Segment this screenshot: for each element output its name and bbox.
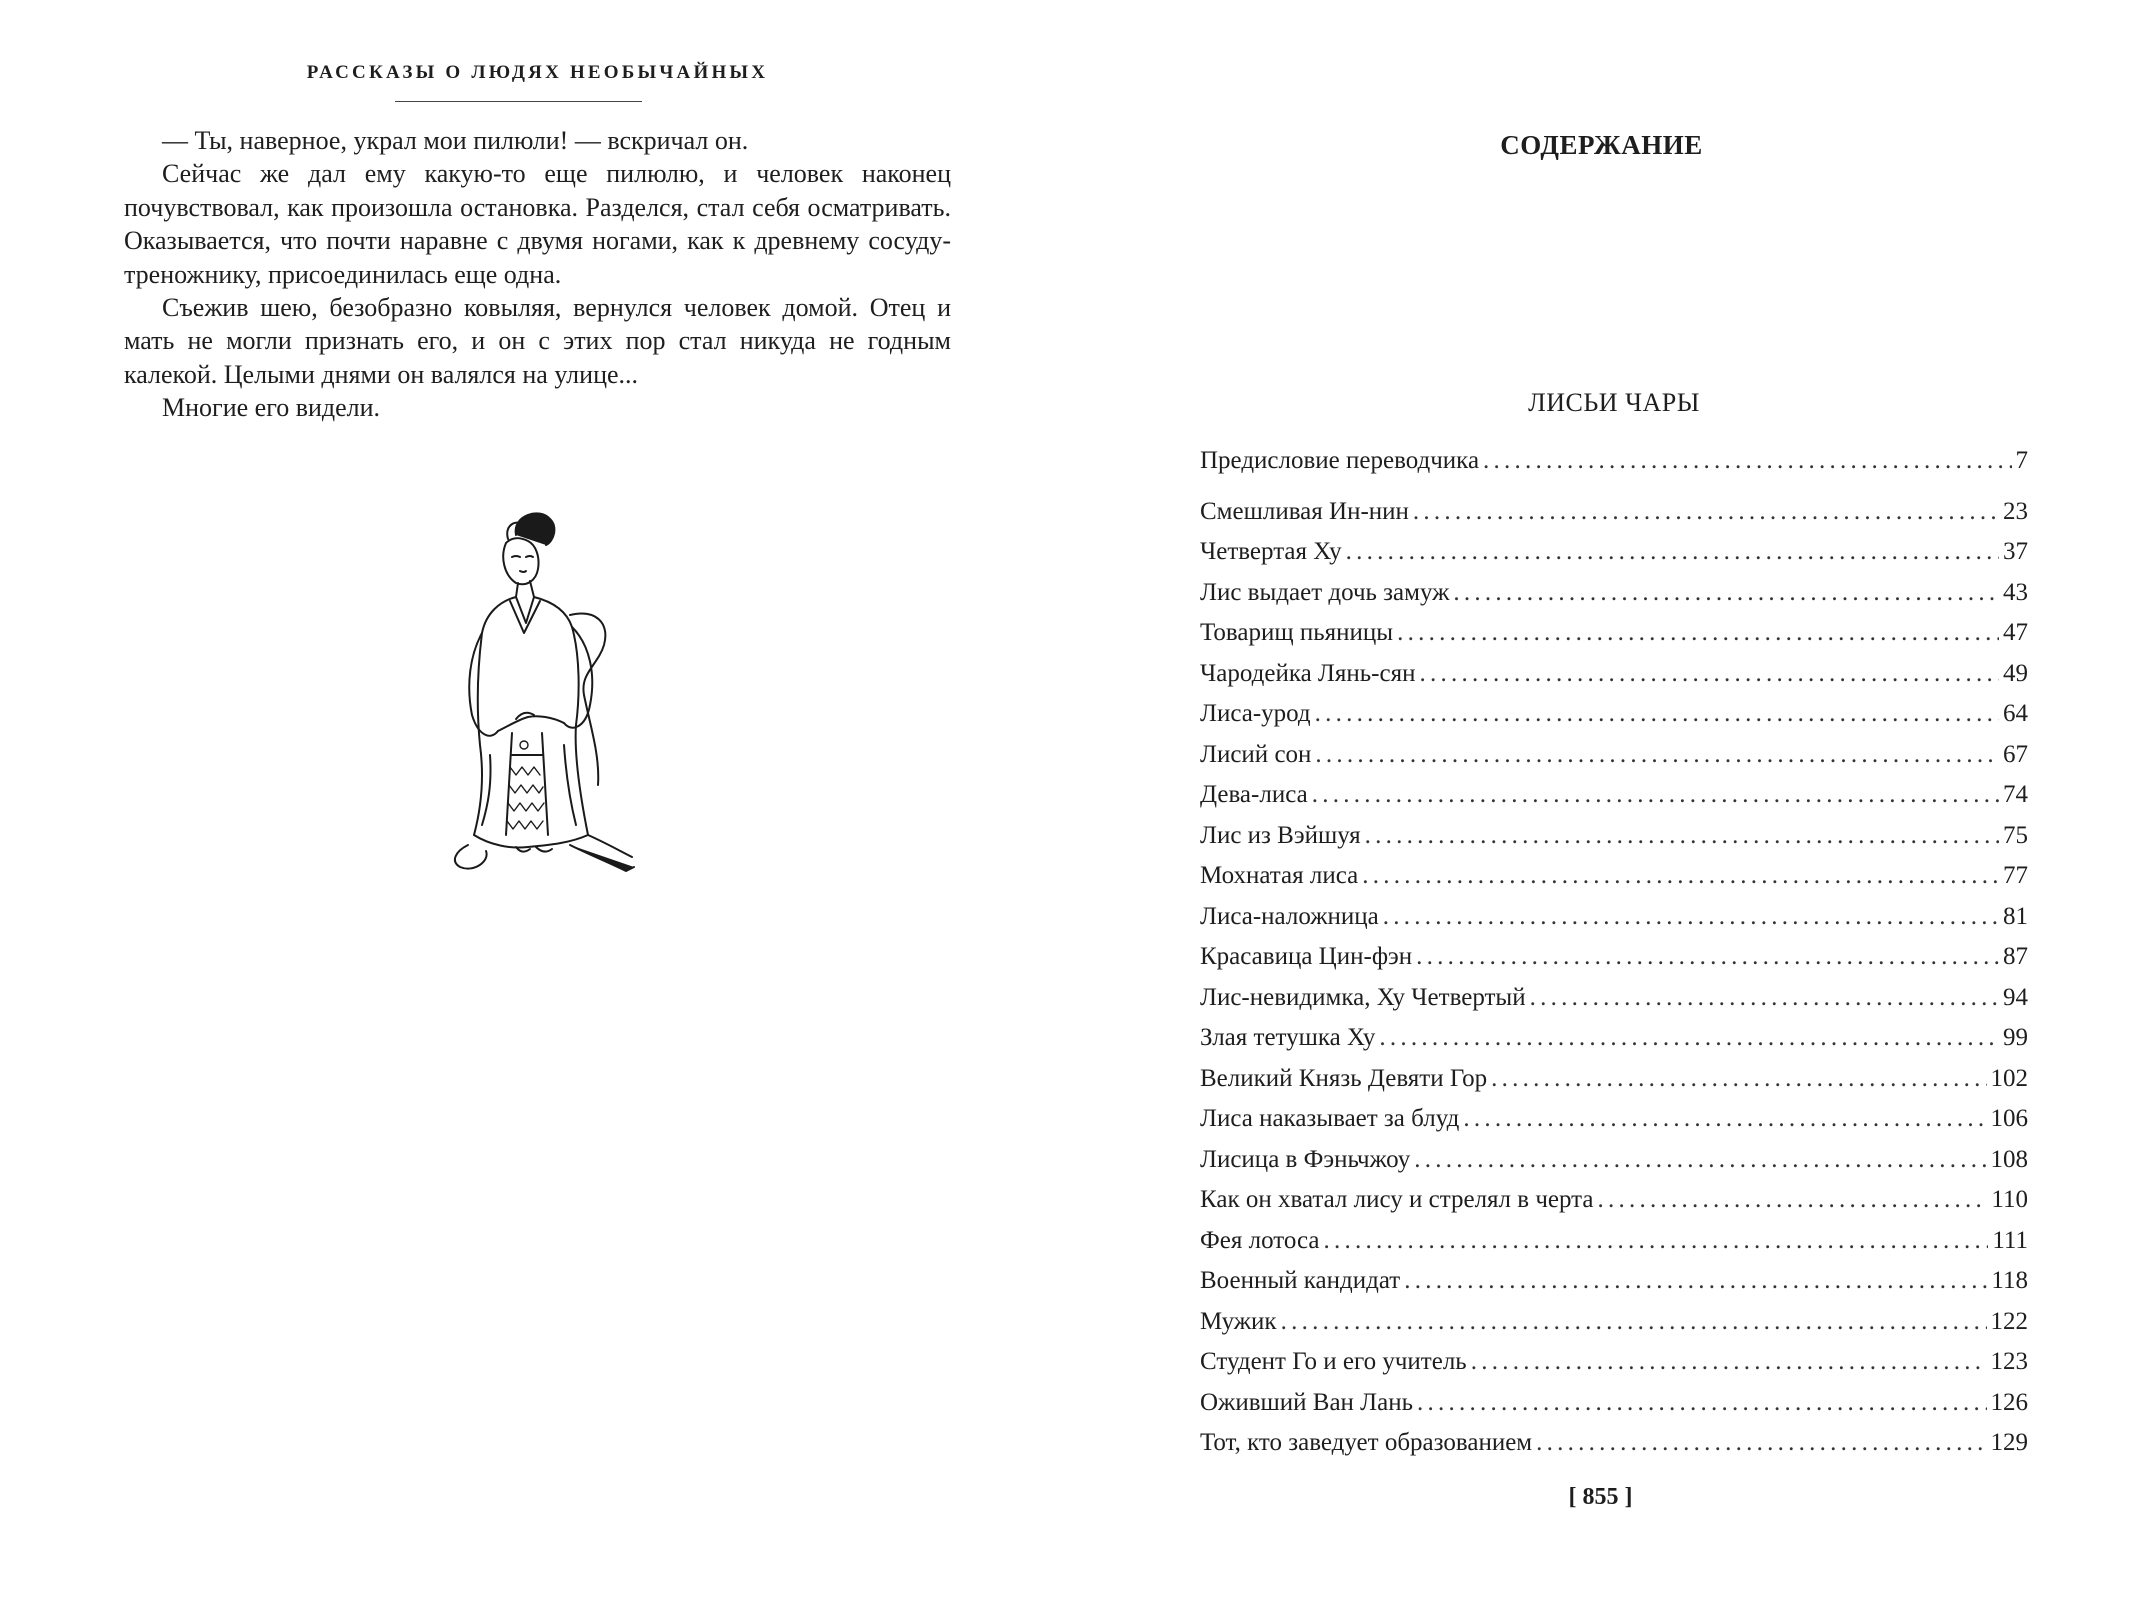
section-heading: ЛИСЬИ ЧАРЫ — [1528, 388, 1700, 417]
toc-leader-dots — [1483, 441, 2011, 482]
toc-entry-page: 122 — [1990, 1307, 2028, 1335]
toc-entry-title: Чародейка Лянь-сян — [1200, 659, 1416, 687]
running-head: РАССКАЗЫ О ЛЮДЯХ НЕОБЫЧАЙНЫХ — [306, 62, 769, 83]
toc-entry-title: Фея лотоса — [1200, 1226, 1320, 1254]
toc-entry — [1200, 897, 2028, 938]
toc-entry-page: 47 — [2003, 619, 2028, 646]
right-page — [1066, 0, 2133, 1600]
toc-entry — [1200, 1059, 2028, 1100]
toc-entry — [1200, 1261, 2028, 1302]
toc-entry-page: 67 — [2003, 740, 2028, 768]
toc-entry-page: 23 — [2003, 497, 2028, 525]
toc-entry — [1200, 856, 2028, 897]
toc-leader-dots — [1281, 1302, 1987, 1343]
paragraph: — Ты, наверное, украл мои пилюли! — вскричал он. — [162, 126, 749, 155]
toc-heading: СОДЕРЖАНИЕ — [1500, 130, 1703, 160]
toc-entry — [1200, 1383, 2028, 1424]
toc-entry-page: 108 — [1990, 1145, 2028, 1173]
page-number: [ 855 ] — [1568, 1484, 1633, 1510]
toc-entry-title: Великий Князь Девяти Гор — [1200, 1064, 1488, 1092]
toc-leader-dots — [1471, 1342, 1987, 1383]
woman-figure-illustration — [420, 505, 650, 885]
toc-leader-dots — [1379, 1018, 1999, 1059]
toc-entry-title: Тот, кто заведует образованием — [1200, 1429, 1533, 1456]
toc-leader-dots — [1530, 978, 1999, 1019]
toc-entry — [1200, 613, 2028, 654]
toc-leader-dots — [1397, 613, 1999, 654]
toc-entry-page: 106 — [1990, 1105, 2028, 1132]
toc-entry — [1200, 735, 2028, 776]
toc-entry-page: 110 — [1991, 1186, 2028, 1213]
toc-entry-page: 126 — [1990, 1388, 2028, 1416]
toc-entry — [1200, 1423, 2028, 1464]
toc-entry — [1200, 492, 2028, 533]
toc-leader-dots — [1417, 1383, 1986, 1424]
toc-entry-title: Лис из Вэйшуя — [1200, 821, 1361, 849]
toc-leader-dots — [1312, 775, 1999, 816]
toc-entry-title: Лисий сон — [1200, 740, 1312, 768]
toc-entry — [1200, 775, 2028, 816]
toc-entry-title: Четвертая Ху — [1200, 538, 1342, 565]
toc-leader-dots — [1416, 937, 1999, 978]
toc-entry-page: 87 — [2003, 943, 2028, 970]
toc-entry — [1200, 1302, 2028, 1343]
toc-entry-title: Лисица в Фэньчжоу — [1200, 1145, 1411, 1173]
toc-entry-page: 43 — [2003, 578, 2028, 606]
toc-leader-dots — [1453, 573, 1999, 614]
toc-entry — [1200, 654, 2028, 695]
running-head-rule — [395, 101, 642, 102]
toc-entry-title: Красавица Цин-фэн — [1200, 943, 1413, 970]
toc-entry-title: Лис-невидимка, Ху Четвертый — [1200, 983, 1526, 1011]
toc-entry-page: 75 — [2003, 821, 2028, 849]
toc-entry-page: 37 — [2003, 538, 2028, 565]
toc-entry — [1200, 573, 2028, 614]
toc-leader-dots — [1463, 1099, 1986, 1140]
toc-entry-title: Оживший Ван Лань — [1200, 1388, 1414, 1416]
toc-leader-dots — [1362, 856, 1999, 897]
toc-entry-title: Злая тетушка Ху — [1200, 1024, 1376, 1051]
toc-entry-page: 7 — [2015, 447, 2028, 474]
toc-entry — [1200, 441, 2028, 482]
toc-entry-page: 74 — [2003, 781, 2028, 808]
toc-entry-page: 77 — [2003, 862, 2028, 889]
paragraph: Многие его видели. — [162, 393, 381, 423]
toc-leader-dots — [1404, 1261, 1987, 1302]
toc-entry-page: 49 — [2003, 659, 2028, 687]
paragraph: Сейчас же дал ему какую-то еще пилюлю, и человек наконец почувствовал, как произошла остановка. Разделся, стал себя осматривать. Оказывается, что почти наравне с двумя ногами, как к древнему сосуду-треножнику, присоединилась еще одна. — [124, 159, 951, 289]
toc-entry-page: 123 — [1990, 1348, 2028, 1375]
toc-entry-page: 81 — [2003, 902, 2028, 930]
toc-entry-title: Предисловие переводчика — [1200, 447, 1480, 474]
toc-entry-page: 102 — [1990, 1064, 2028, 1092]
toc-entry — [1200, 1221, 2028, 1262]
toc-entry-page: 111 — [1992, 1226, 2028, 1254]
body-text — [124, 124, 951, 425]
toc-leader-dots — [1536, 1423, 1986, 1464]
toc-leader-dots — [1346, 532, 1999, 573]
toc-entry-title: Лиса-наложница — [1200, 902, 1379, 930]
left-page — [0, 0, 1066, 1600]
toc-leader-dots — [1419, 654, 1999, 695]
toc-leader-dots — [1598, 1180, 1988, 1221]
toc-entry-page: 118 — [1991, 1267, 2028, 1294]
toc-leader-dots — [1414, 1140, 1986, 1181]
toc-entry-title: Как он хватал лису и стрелял в черта — [1200, 1186, 1594, 1213]
toc-entry — [1200, 1018, 2028, 1059]
toc-list — [1200, 441, 2028, 1464]
toc-entry-title: Лис выдает дочь замуж — [1200, 578, 1450, 606]
toc-entry-title: Военный кандидат — [1200, 1267, 1401, 1294]
toc-entry — [1200, 937, 2028, 978]
paragraph: Съежив шею, безобразно ковыляя, вернулся человек домой. Отец и мать не могли признать его, и он с этих пор стал никуда не годным калекой. Целыми днями он валялся на улице... — [124, 293, 951, 389]
toc-leader-dots — [1383, 897, 1999, 938]
toc-entry-title: Дева-лиса — [1200, 781, 1308, 808]
toc-entry — [1200, 1140, 2028, 1181]
toc-entry — [1200, 978, 2028, 1019]
toc-leader-dots — [1323, 1221, 1988, 1262]
toc-leader-dots — [1365, 816, 1999, 857]
toc-entry — [1200, 532, 2028, 573]
toc-leader-dots — [1491, 1059, 1986, 1100]
toc-entry-title: Мужик — [1200, 1307, 1277, 1335]
toc-leader-dots — [1413, 492, 1999, 533]
toc-leader-dots — [1315, 735, 1999, 776]
toc-entry-page: 99 — [2003, 1024, 2028, 1051]
toc-entry — [1200, 816, 2028, 857]
toc-entry — [1200, 694, 2028, 735]
toc-leader-dots — [1315, 694, 1999, 735]
toc-entry-page: 64 — [2003, 700, 2028, 727]
toc-entry-page: 94 — [2003, 983, 2028, 1011]
toc-entry-title: Студент Го и его учитель — [1200, 1348, 1467, 1375]
toc-entry-title: Мохнатая лиса — [1200, 862, 1359, 889]
toc-entry-title: Лиса наказывает за блуд — [1200, 1105, 1460, 1132]
toc-entry — [1200, 1099, 2028, 1140]
toc-entry-title: Лиса-урод — [1200, 700, 1311, 727]
toc-entry-page: 129 — [1990, 1429, 2028, 1456]
toc-entry — [1200, 1180, 2028, 1221]
toc-entry — [1200, 1342, 2028, 1383]
toc-entry-title: Смешливая Ин-нин — [1200, 497, 1409, 525]
toc-entry-title: Товарищ пьяницы — [1200, 619, 1394, 646]
